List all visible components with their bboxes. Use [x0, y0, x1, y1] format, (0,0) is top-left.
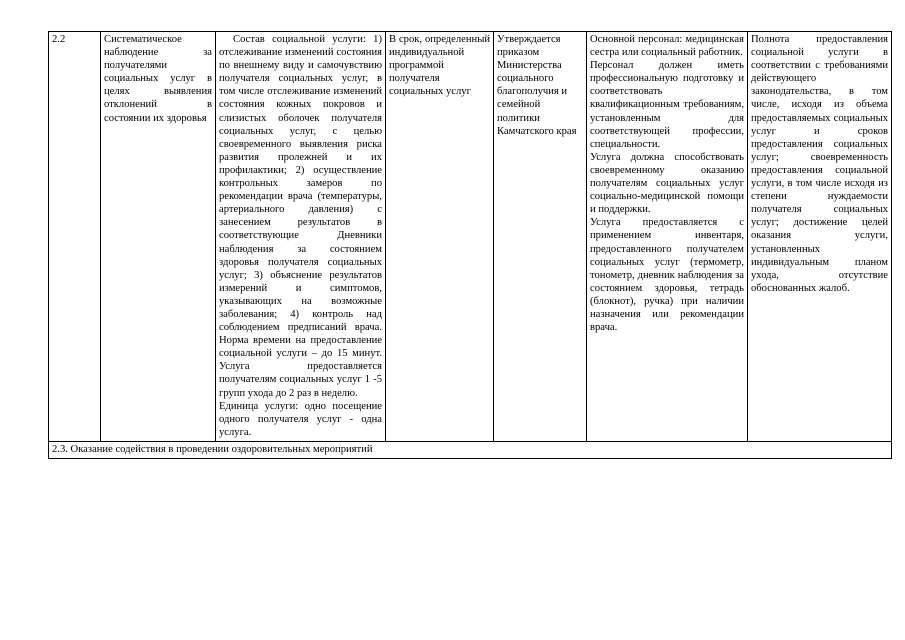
conditions-staff: Основной персонал: медицинская сестра или социальный работник.: [590, 34, 744, 59]
service-term: В срок, определенный индивидуальной программой получателя социальных услуг: [389, 34, 490, 98]
tariff-text: Утверждается приказом Министерства социального благополучия и семейной политики Камчатского края: [497, 34, 577, 137]
service-name-cell: [101, 32, 216, 442]
service-name: Систематическое наблюдение за получателями социальных услуг в целях выявления отклонений в состоянии их здоровья: [104, 34, 212, 124]
service-unit: Единица услуги: одно посещение одного получателя услуг - одна услуга.: [219, 400, 382, 438]
section-heading: 2.3. Оказание содействия в проведении оздоровительных мероприятий: [52, 443, 373, 455]
service-term-cell: [386, 32, 494, 442]
section-heading-cell: [49, 441, 892, 458]
services-table: [48, 31, 892, 459]
table-row: [49, 32, 892, 442]
conditions-qualification: Персонал должен иметь профессиональную подготовку и соответствовать квалификационным требованиям, установленным для соответствующей профессии, специальности.: [590, 60, 744, 150]
section-row: [49, 441, 892, 458]
conditions-inventory: Услуга предоставляется с применением инвентаря, предоставленного получателем социальных услуг (термометр, тонометр, дневник наблюдения за состоянием здоровья, тетрадь (блокнот), ручка) при наличии назначения или рекомендации врача.: [590, 217, 744, 334]
service-content-cell: [216, 32, 386, 442]
conditions-purpose: Услуга должна способствовать своевременному оказанию получателям социальных услуг социально-медицинской помощи и поддержки.: [590, 151, 744, 216]
conditions-cell: [587, 32, 748, 442]
service-content: Состав социальной услуги: 1) отслеживание изменений состояния по внешнему виду и самочувствию получателя социальных услуг, в том числе отслеживание изменений состояния кожных покровов и слизистых оболочек получателя социальных услуг, с целью своевременного выявления риска развития пролежней и их профилактики; 2) осуществление контрольных замеров по рекомендации врача (температуры, артериального давления) с занесением результатов в соответствующие Дневники наблюдения за состоянием здоровья получателя социальных услуг; 3) объяснение результатов измерений и симптомов, указывающих на возможные заболевания; 4) контроль над соблюдением предписаний врача. Норма времени на предоставление социальной услуги – до 15 минут. Услуга предоставляется получателям социальных услуг 1 -5 групп ухода до 2 раз в неделю.: [219, 34, 382, 399]
quality-text: Полнота предоставления социальной услуги в соответствии с требованиями действующего законодательства, в том числе, исходя из объема предоставляемых социальных услуг и сроков предоставления социальных услуг; своевременность предоставления социальной услуги, в том числе исходя из степени нуждаемости получателя социальных услуг; достижение целей оказания услуги, установленных индивидуальным планом ухода, отсутствие обоснованных жалоб.: [751, 34, 888, 294]
row-number-cell: [49, 32, 101, 442]
row-number: 2.2: [52, 34, 66, 45]
quality-cell: [748, 32, 892, 442]
tariff-cell: [494, 32, 587, 442]
